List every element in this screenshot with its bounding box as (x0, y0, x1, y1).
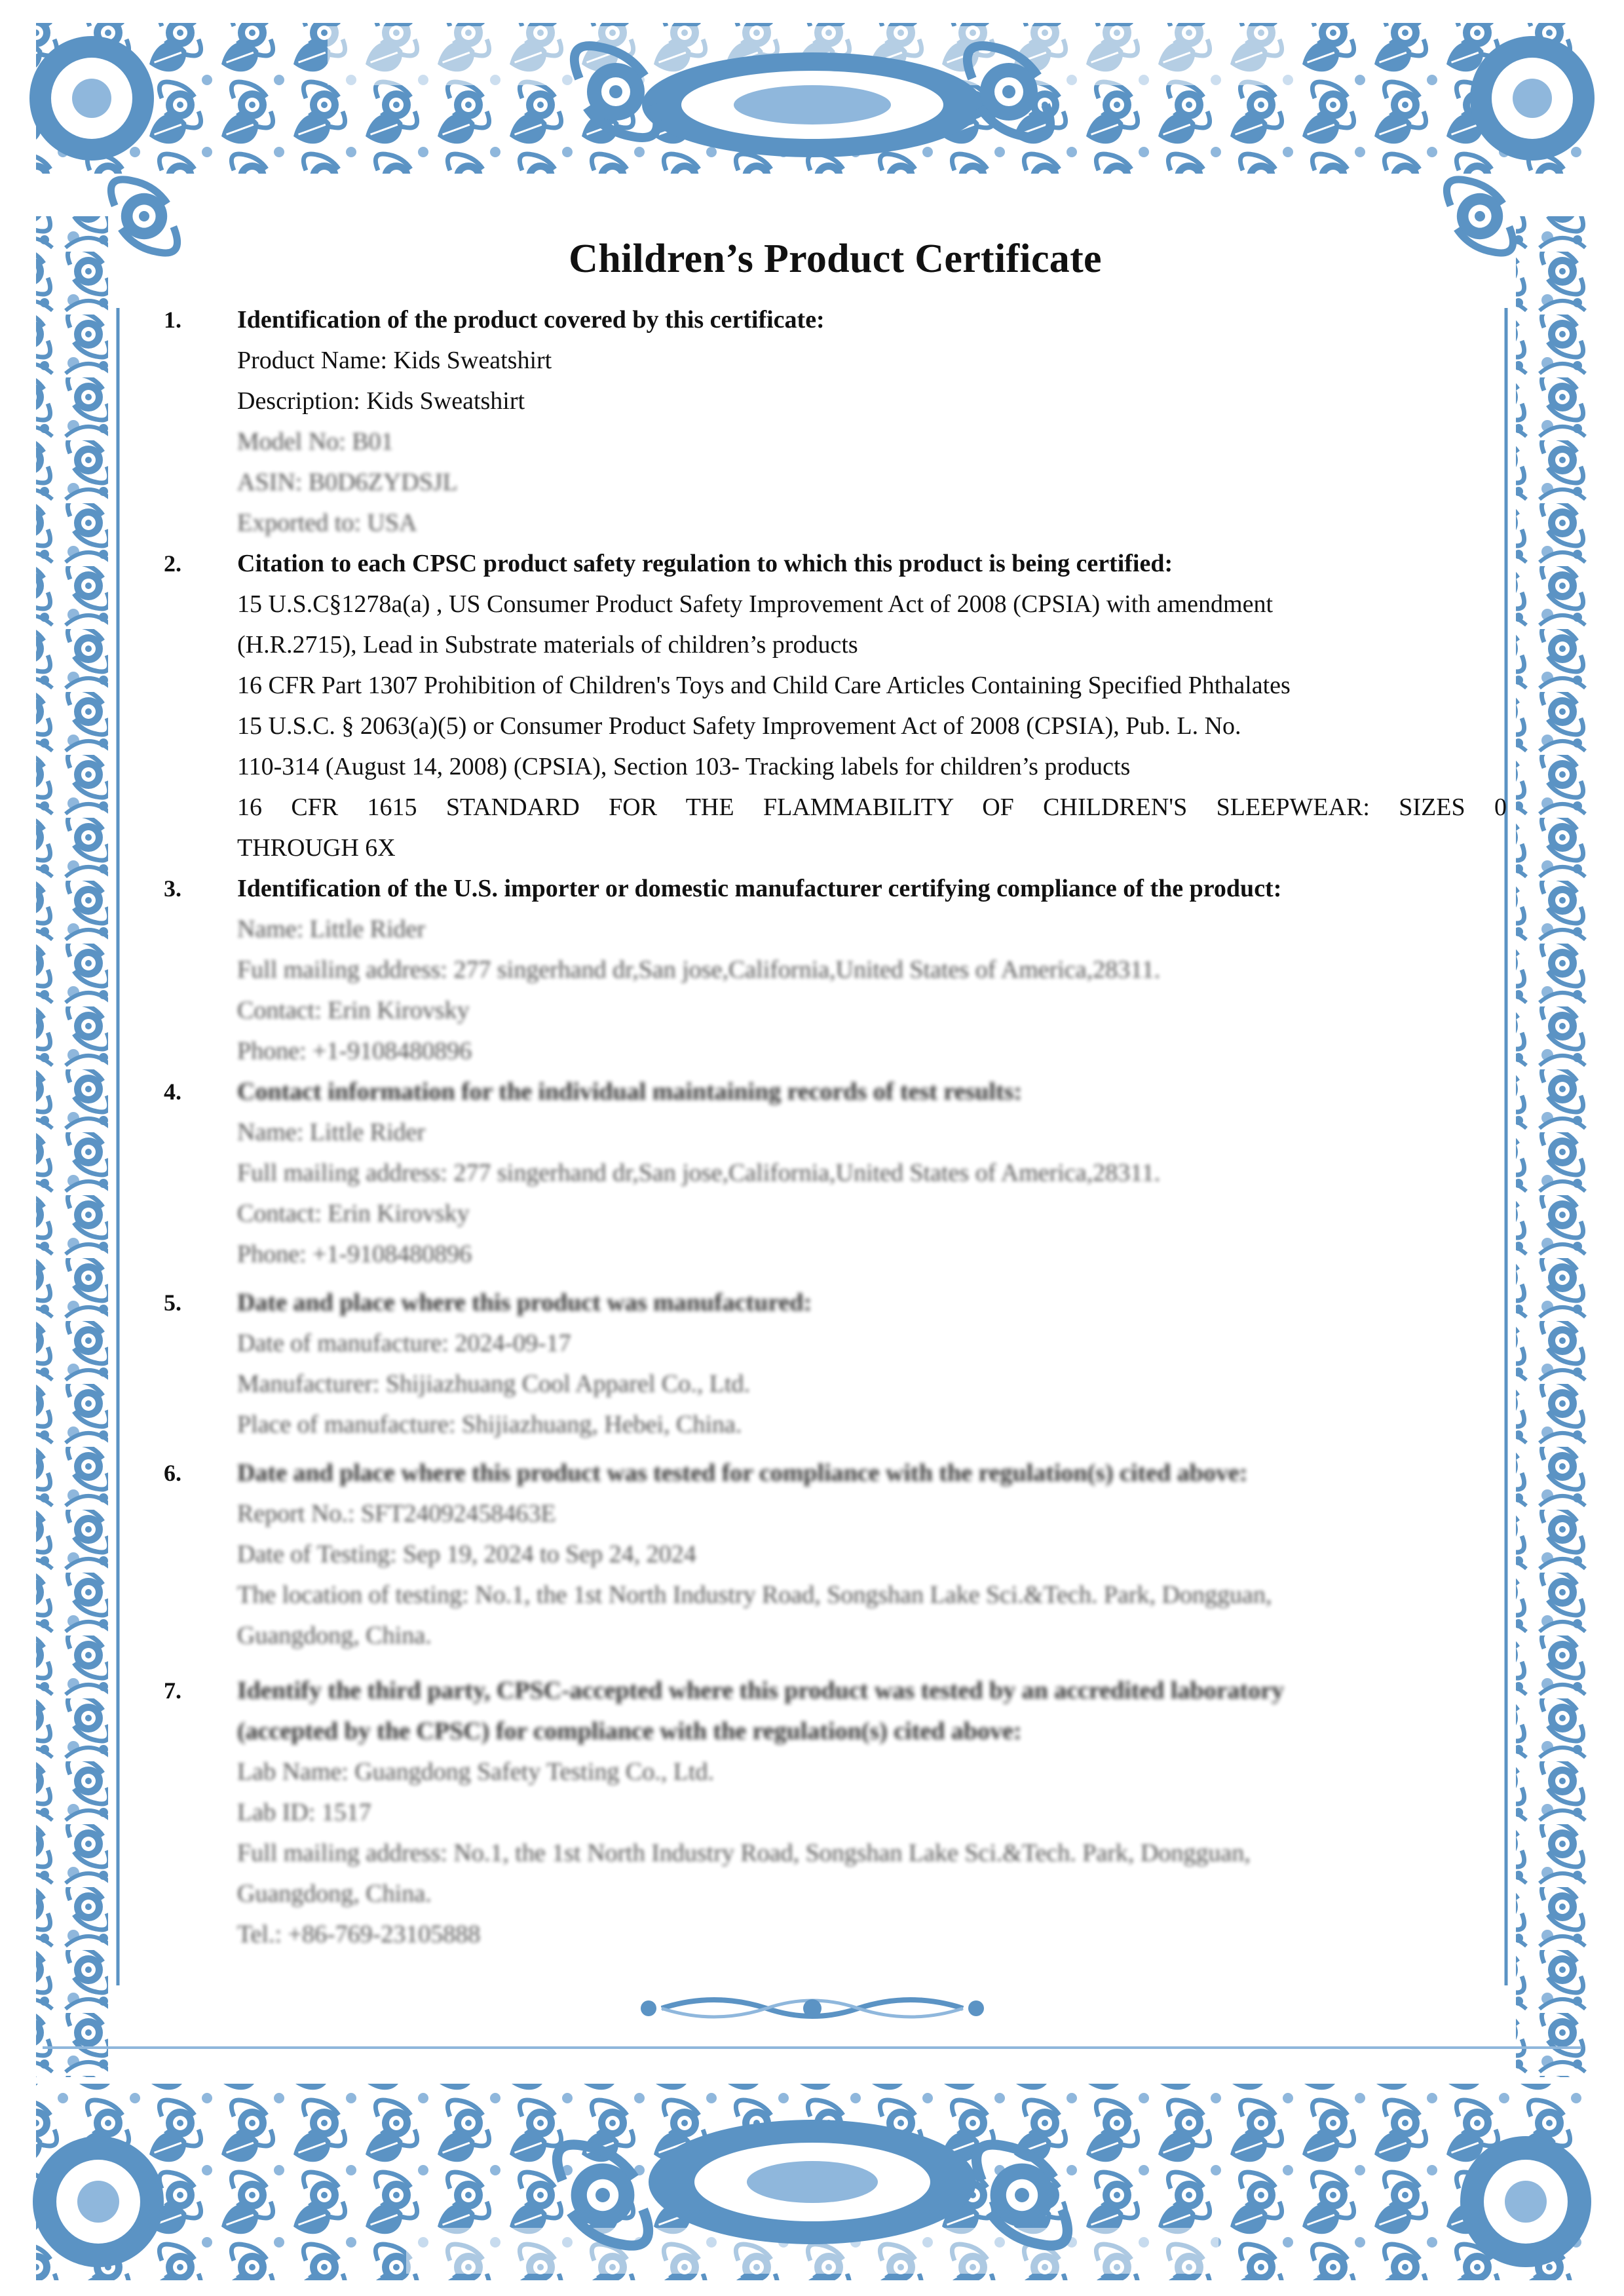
lab-address: Full mailing address: No.1, the 1st North Industry Road, Songshan Lake Sci.&Tech. Park, Dongguan, (237, 1839, 1251, 1867)
lab-id: Lab ID: 1517 (237, 1799, 371, 1826)
section-2 (164, 543, 1507, 868)
records-address: Full mailing address: 277 singerhand dr,San jose,California,United States of America,28311. (237, 1159, 1161, 1187)
asin: ASIN: B0D6ZYDSJL (237, 469, 458, 496)
product-name: Product Name: Kids Sweatshirt (237, 347, 552, 374)
section-heading: Identification of the product covered by this certificate: (237, 306, 825, 334)
regulation-line: 15 U.S.C§1278a(a) , US Consumer Product Safety Improvement Act of 2008 (CPSIA) with amendment (237, 590, 1274, 618)
testing-location: The location of testing: No.1, the 1st North Industry Road, Songshan Lake Sci.&Tech. Park, Dongguan, (237, 1581, 1272, 1609)
regulation-line: 15 U.S.C. § 2063(a)(5) or Consumer Product Safety Improvement Act of 2008 (CPSIA), Pub. L. No. (237, 712, 1241, 740)
manufacture-place: Place of manufacture: Shijiazhuang, Hebei, China. (237, 1411, 742, 1438)
testing-date: Date of Testing: Sep 19, 2024 to Sep 24, 2024 (237, 1540, 696, 1568)
section-1 (164, 299, 1507, 543)
importer-name: Name: Little Rider (237, 915, 426, 943)
regulation-line: (H.R.2715), Lead in Substrate materials of children’s products (237, 631, 858, 659)
certificate-title: Children’s Product Certificate (569, 237, 1102, 281)
importer-contact: Contact: Erin Kirovsky (237, 997, 470, 1024)
records-phone: Phone: +1-9108480896 (237, 1240, 472, 1268)
regulation-line: 110-314 (August 14, 2008) (CPSIA), Section 103- Tracking labels for children’s products (237, 753, 1131, 780)
report-number: Report No.: SFT24092458463E (237, 1500, 556, 1527)
records-contact: Contact: Erin Kirovsky (237, 1200, 470, 1227)
section-heading-cont: (accepted by the CPSC) for compliance with the regulation(s) cited above: (237, 1717, 1022, 1745)
model-number: Model No: B01 (237, 428, 394, 455)
regulation-line: THROUGH 6X (237, 834, 396, 862)
section-heading: Identification of the U.S. importer or domestic manufacturer certifying compliance of the product: (237, 875, 1282, 902)
section-heading: Citation to each CPSC product safety regulation to which this product is being certified: (237, 550, 1173, 577)
importer-address: Full mailing address: 277 singerhand dr,San jose,California,United States of America,28311. (237, 956, 1161, 984)
manufacturer: Manufacturer: Shijiazhuang Cool Apparel Co., Ltd. (237, 1370, 751, 1398)
manufacture-date: Date of manufacture: 2024-09-17 (237, 1330, 571, 1357)
records-name: Name: Little Rider (237, 1119, 426, 1146)
section-heading: Date and place where this product was manufactured: (237, 1289, 812, 1316)
section-heading: Contact information for the individual maintaining records of test results: (237, 1078, 1023, 1105)
regulation-line: 16 CFR 1615 STANDARD FOR THE FLAMMABILITY OF CHILDREN'S SLEEPWEAR: SIZES 0 (237, 794, 1507, 821)
section-7 (164, 1670, 1507, 1955)
section-number: 2. (164, 550, 181, 577)
section-heading: Date and place where this product was tested for compliance with the regulation(s) cited above: (237, 1459, 1248, 1487)
testing-location-cont: Guangdong, China. (237, 1622, 432, 1649)
section-4 (164, 1071, 1507, 1274)
section-5 (164, 1282, 1507, 1445)
section-number: 5. (164, 1290, 181, 1316)
section-number: 7. (164, 1677, 181, 1704)
section-number: 1. (164, 307, 181, 333)
lab-address-cont: Guangdong, China. (237, 1880, 432, 1907)
exported-to: Exported to: USA (237, 509, 417, 537)
section-6 (164, 1453, 1507, 1656)
lab-phone: Tel.: +86-769-23105888 (237, 1921, 481, 1948)
section-number: 6. (164, 1460, 181, 1486)
section-heading: Identify the third party, CPSC-accepted where this product was tested by an accredited laboratory (237, 1677, 1285, 1704)
certificate-body (164, 236, 1507, 1955)
lab-name: Lab Name: Guangdong Safety Testing Co., Ltd. (237, 1758, 715, 1786)
section-3 (164, 868, 1507, 1071)
importer-phone: Phone: +1-9108480896 (237, 1037, 472, 1065)
section-number: 4. (164, 1079, 181, 1105)
regulation-line: 16 CFR Part 1307 Prohibition of Children's Toys and Child Care Articles Containing Specified Phthalates (237, 672, 1291, 699)
product-description: Description: Kids Sweatshirt (237, 387, 525, 415)
section-number: 3. (164, 875, 181, 902)
